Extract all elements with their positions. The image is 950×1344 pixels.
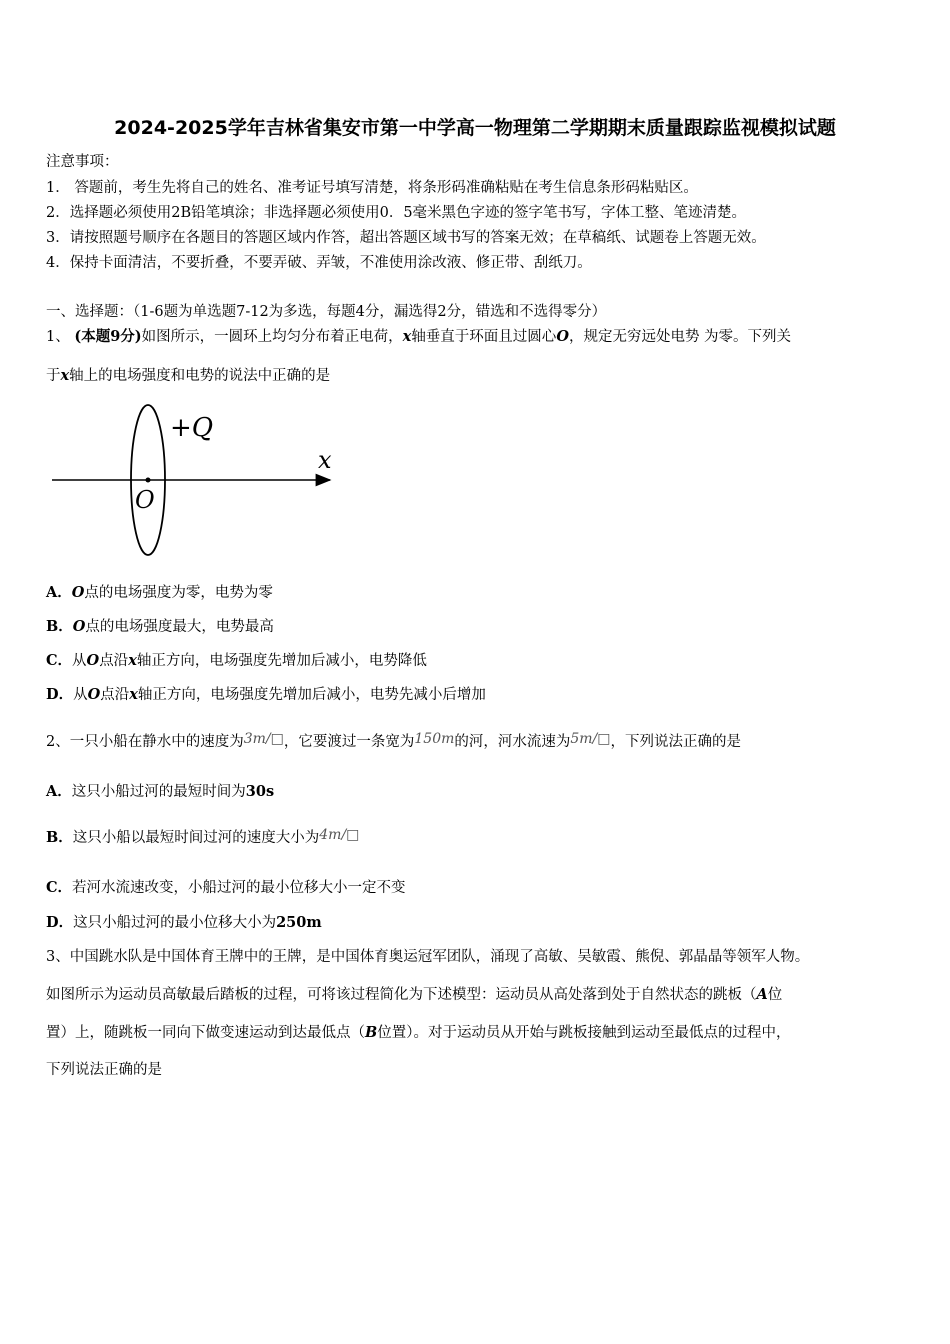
- q1-option-b[interactable]: [46, 615, 916, 636]
- option-text-b: 点沿: [100, 687, 130, 703]
- ring-charge-figure: [50, 402, 350, 562]
- option-text: 若河水流速改变，小船过河的最小位移大小一定不变: [72, 880, 406, 896]
- q1-option-d[interactable]: [46, 683, 916, 704]
- q3-line-1: 3、中国跳水队是中国体育王牌中的王牌，是中国体育奥运冠军团队，涌现了高敏、吴敏霞、熊倪、郭晶晶等领军人物。: [46, 949, 810, 965]
- q3-line-4: 下列说法正确的是: [46, 1062, 162, 1078]
- option-value: 30s: [245, 783, 275, 800]
- option-label: B．: [46, 829, 73, 846]
- option-var-o: O: [86, 652, 100, 669]
- q1-var-x-2: x: [60, 367, 70, 384]
- q3-text-a: 如图所示为运动员高敏最后踏板的过程，可将该过程简化为下述模型：运动员从高处落到处于自然状态的跳板（: [46, 987, 757, 1003]
- q2-unit-3: 5m/□: [570, 731, 611, 747]
- q1-text-d: 于: [46, 368, 61, 384]
- q3-text-b: 位: [767, 987, 783, 1003]
- option-var-o: O: [87, 686, 101, 703]
- origin-label: O: [135, 486, 155, 514]
- option-text: 轴正方向，电场强度先增加后减小，电势降低: [136, 653, 427, 669]
- option-value: 4m/□: [319, 827, 360, 843]
- q1-line-1: [46, 325, 916, 346]
- section-heading: 一、选择题：（1-6题为单选题7-12为多选，每题4分，漏选得2分，错选和不选得零分）: [46, 304, 607, 320]
- q1-text-e: 轴上的电场强度和电势的说法中正确的是: [69, 368, 331, 384]
- q3-var-a: A: [756, 986, 768, 1003]
- q3-var-b: B: [365, 1024, 378, 1041]
- q1-var-x: x: [402, 328, 412, 345]
- option-label: D．: [46, 686, 74, 703]
- option-var-x: x: [128, 652, 137, 669]
- option-text-a: 从: [73, 687, 88, 703]
- ring-center-dot: [146, 478, 151, 483]
- q1-number: 1、: [46, 329, 70, 345]
- q1-score-tag: (本题9分): [74, 328, 142, 345]
- charge-label: +Q: [170, 413, 214, 443]
- q1-text-b: 轴垂直于环面且过圆心: [411, 329, 557, 345]
- option-text: 点的电场强度最大，电势最高: [85, 619, 274, 635]
- q2-text-c: 的河，河水流速为: [454, 734, 571, 750]
- page-title: 2024-2025学年吉林省集安市第一中学高一物理第二学期期末质量跟踪监视模拟试题: [114, 117, 836, 139]
- q2-stem: [46, 730, 916, 751]
- option-label: D．: [46, 914, 74, 931]
- notice-heading: 注意事项：: [46, 154, 119, 170]
- q2-unit-1: 3m/□: [243, 731, 284, 747]
- q2-text-a: 2、一只小船在静水中的速度为: [46, 734, 244, 750]
- q2-text-b: ，它要渡过一条宽为: [283, 734, 415, 750]
- option-value: 250m: [276, 914, 322, 931]
- option-text: 轴正方向，电场强度先增加后减小，电势先减小后增加: [137, 687, 486, 703]
- q3-text-c: 置）上，随跳板一同向下做变速运动到达最低点（: [46, 1025, 365, 1041]
- q1-option-c[interactable]: [46, 649, 916, 670]
- q1-text-a: 如图所示，一圆环上均匀分布着正电荷，: [141, 329, 403, 345]
- notice-item-1: 1． 答题前，考生先将自己的姓名、准考证号填写清楚，将条形码准确粘贴在考生信息条形码粘贴区。: [46, 180, 698, 196]
- q2-option-a[interactable]: [46, 780, 916, 801]
- q3-line-2: [46, 983, 916, 1004]
- q1-option-a[interactable]: [46, 581, 916, 602]
- q3-line-3: [46, 1021, 916, 1042]
- q2-option-d[interactable]: [46, 911, 916, 932]
- option-text: 点的电场强度为零，电势为零: [84, 585, 273, 601]
- option-label: B．: [46, 618, 73, 635]
- q2-text-d: ，下列说法正确的是: [610, 734, 742, 750]
- q1-line-2: [46, 364, 916, 385]
- q1-var-o: O: [556, 328, 569, 345]
- notice-item-3: 3．请按照题号顺序在各题目的答题区域内作答，超出答题区域书写的答案无效；在草稿纸、试题卷上答题无效。: [46, 230, 766, 246]
- option-label: C．: [46, 879, 73, 896]
- axis-label: x: [318, 446, 332, 474]
- option-label: A．: [46, 783, 72, 800]
- notice-item-4: 4．保持卡面清洁，不要折叠，不要弄破、弄皱，不准使用涂改液、修正带、刮纸刀。: [46, 255, 592, 271]
- q2-unit-2: 150m: [414, 731, 455, 747]
- q1-text-c: ，规定无穷远处电势 为零。下列关: [568, 329, 792, 345]
- notice-item-2: 2．选择题必须使用2B铅笔填涂；非选择题必须使用0．5毫米黑色字迹的签字笔书写，字体工整、笔迹清楚。: [46, 205, 747, 221]
- q2-option-b[interactable]: [46, 826, 916, 847]
- option-text: 这只小船以最短时间过河的速度大小为: [72, 830, 320, 846]
- option-label: C．: [46, 652, 73, 669]
- option-text-b: 点沿: [99, 653, 129, 669]
- option-var-o: O: [72, 618, 86, 635]
- option-var-x: x: [129, 686, 138, 703]
- q3-text-d: 位置）。对于运动员从开始与跳板接触到运动至最低点的过程中，: [377, 1025, 791, 1041]
- option-var-o: O: [71, 584, 85, 601]
- option-text-a: 从: [72, 653, 87, 669]
- option-text: 这只小船过河的最短时间为: [71, 784, 246, 800]
- q2-option-c[interactable]: [46, 876, 916, 897]
- option-label: A．: [46, 584, 72, 601]
- option-text: 这只小船过河的最小位移大小为: [73, 915, 277, 931]
